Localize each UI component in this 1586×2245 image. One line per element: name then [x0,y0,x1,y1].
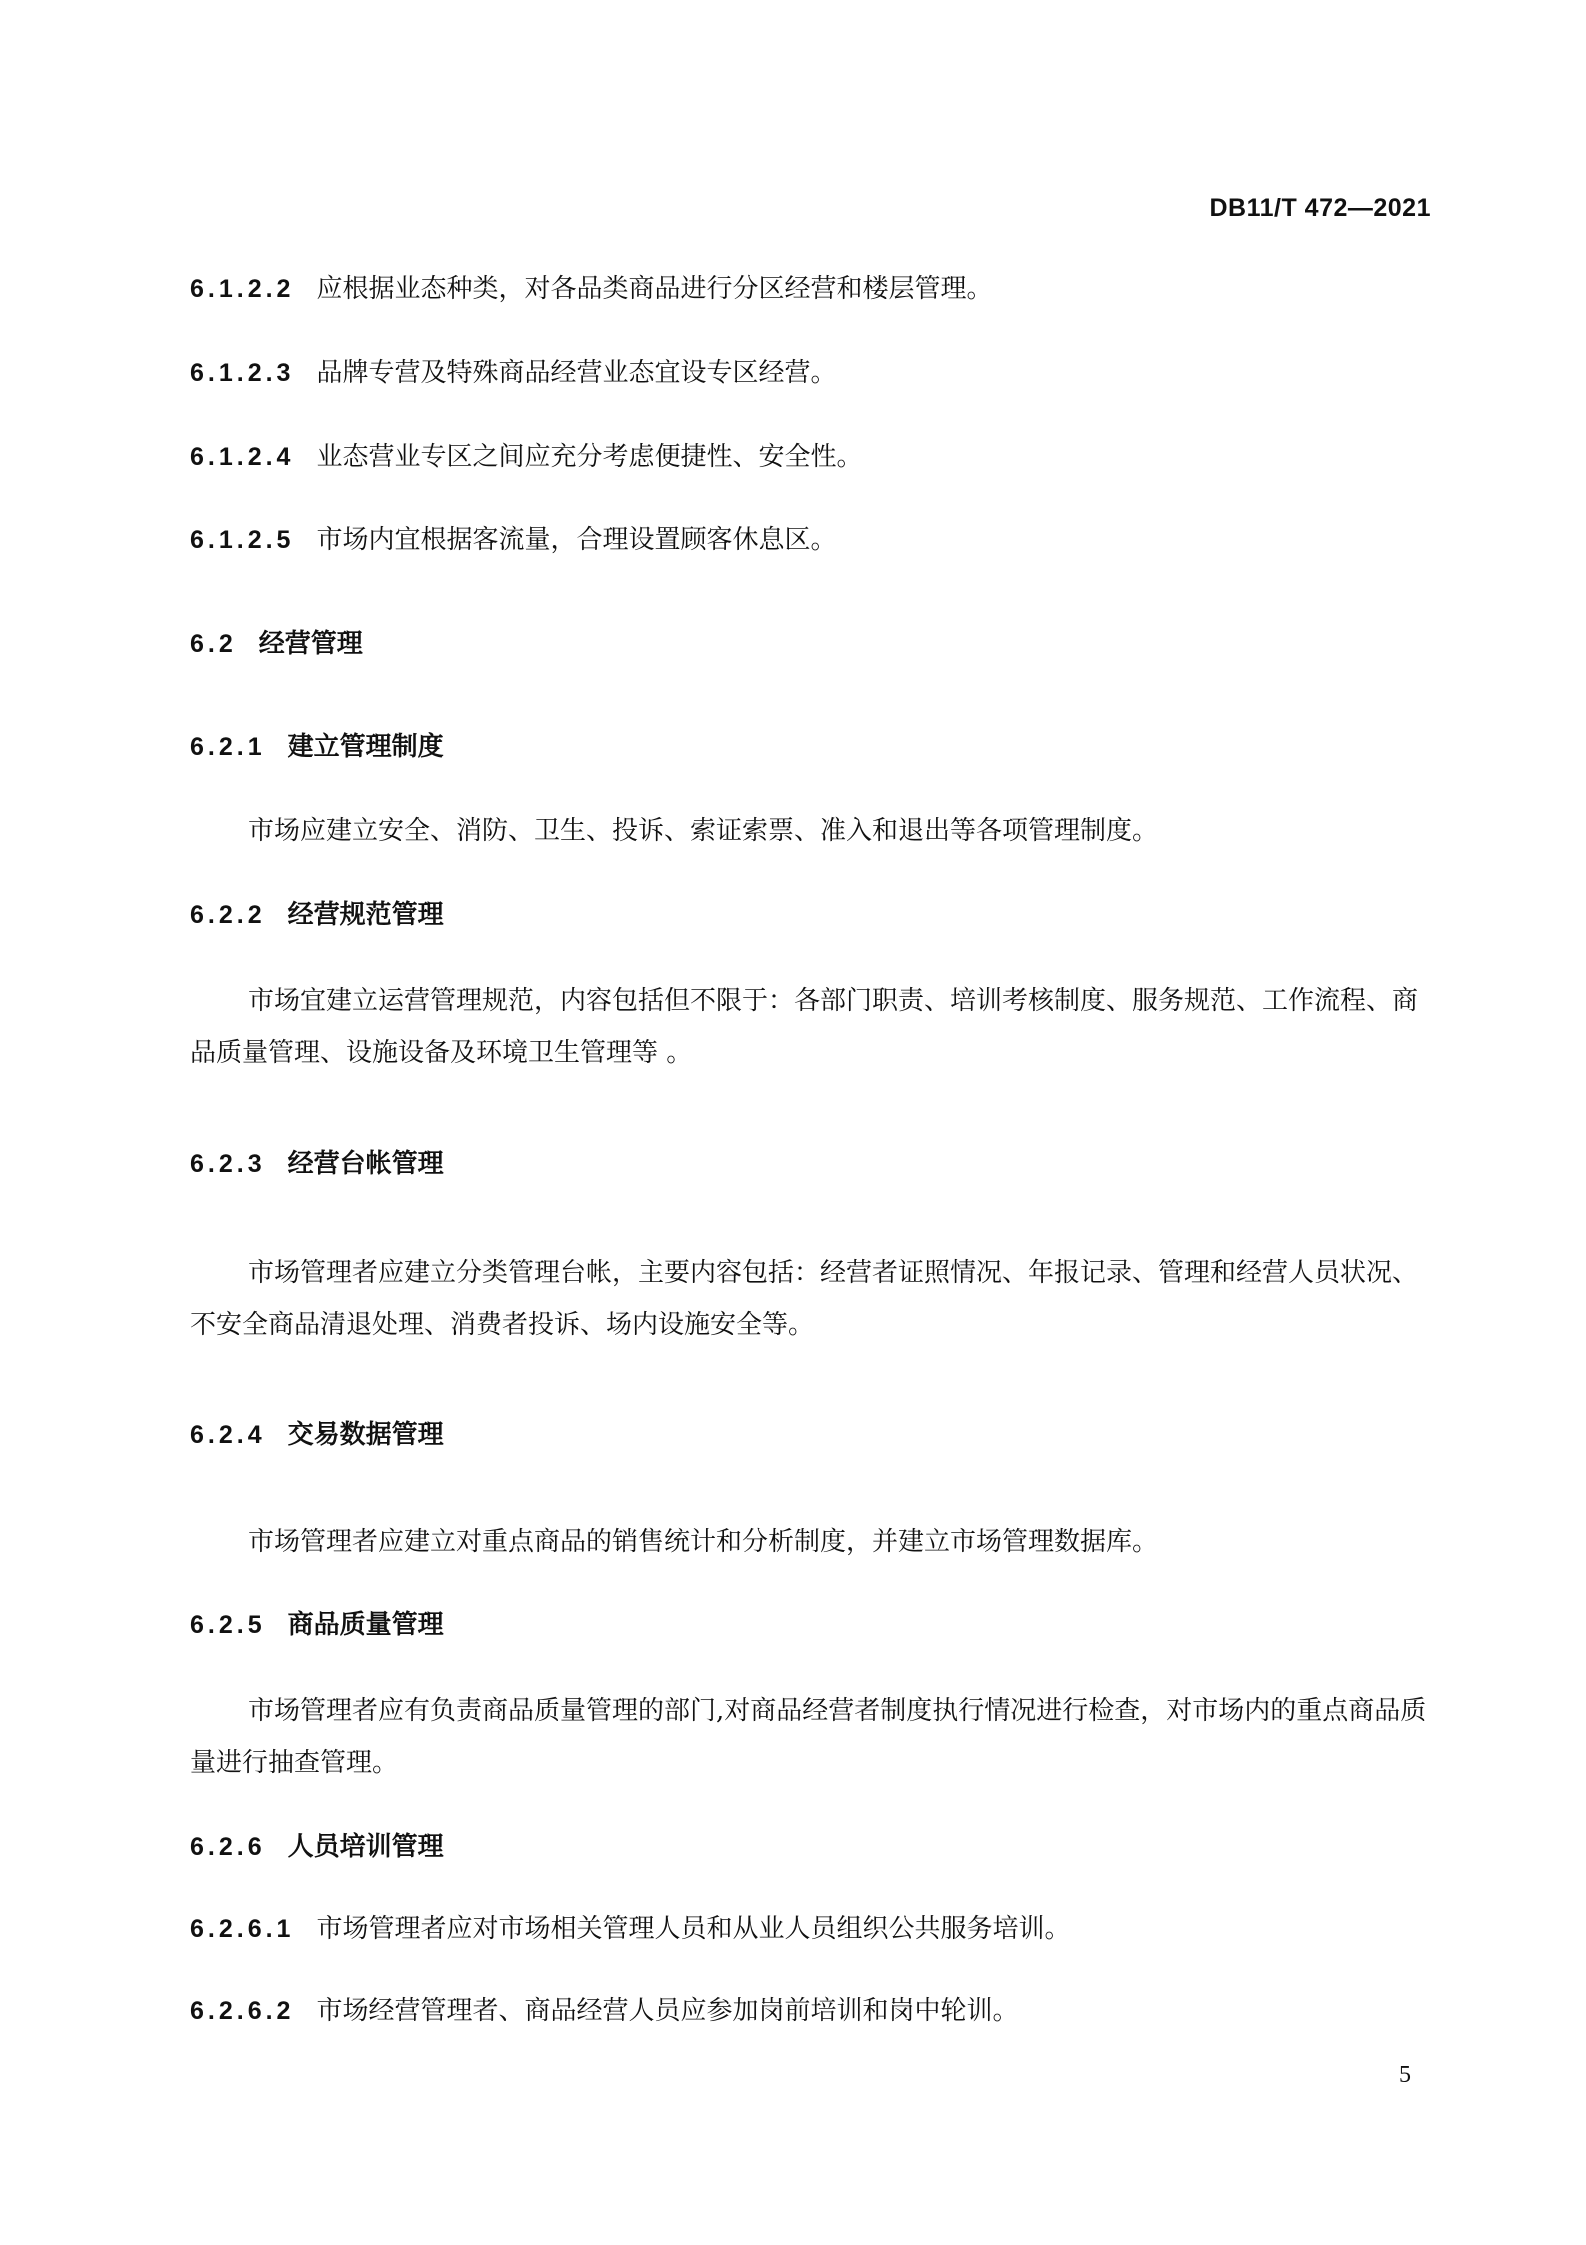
clause-number: 6.1.2.3 [190,359,295,387]
section-title: 建立管理制度 [287,732,444,762]
clause-6-2-6-2 [190,1994,1431,2028]
section-title: 交易数据管理 [287,1420,444,1450]
clause-number: 6.2.6.1 [190,1915,295,1943]
clause-6-2-6-1 [190,1912,1431,1946]
clause-number: 6.2.6.2 [190,1997,295,2025]
section-number: 6.2.5 [190,1611,266,1639]
section-title: 经营管理 [258,629,363,659]
clause-text: 品牌专营及特殊商品经营业态宜设专区经营。 [316,358,837,388]
section-6-2-5-heading [190,1608,1431,1642]
section-6-2-3-heading [190,1147,1431,1181]
clause-text: 业态营业专区之间应充分考虑便捷性、安全性。 [316,442,863,472]
section-6-2-2-text: 市场宜建立运营管理规范，内容包括但不限于：各部门职责、培训考核制度、服务规范、工作流程、商品质量管理、设施设备及环境卫生管理等 。 [190,986,1419,1068]
section-number: 6.2.4 [190,1421,266,1449]
clause-6-1-2-3 [190,356,1431,390]
document-code: DB11/T 472—2021 [1209,194,1431,222]
section-number: 6.2.1 [190,733,266,761]
clause-text: 市场经营管理者、商品经营人员应参加岗前培训和岗中轮训。 [316,1996,1019,2026]
section-6-2-4-text: 市场管理者应建立对重点商品的销售统计和分析制度，并建立市场管理数据库。 [248,1527,1159,1557]
section-6-2-1-text: 市场应建立安全、消防、卫生、投诉、索证索票、准入和退出等各项管理制度。 [248,816,1159,846]
section-6-2-3-text: 市场管理者应建立分类管理台帐，主要内容包括：经营者证照情况、年报记录、管理和经营人员状况、不安全商品清退处理、消费者投诉、场内设施安全等。 [190,1258,1419,1340]
section-6-2-4-heading [190,1418,1431,1452]
section-number: 6.2.3 [190,1150,266,1178]
section-6-2-6-heading [190,1830,1431,1864]
clause-6-1-2-5 [190,523,1431,557]
clause-text: 应根据业态种类，对各品类商品进行分区经营和楼层管理。 [316,274,993,304]
page-number: 5 [1399,2062,1411,2088]
clause-text: 市场内宜根据客流量，合理设置顾客休息区。 [316,525,837,555]
section-number: 6.2.2 [190,901,266,929]
section-title: 人员培训管理 [287,1832,444,1862]
section-title: 商品质量管理 [287,1610,444,1640]
section-title: 经营规范管理 [287,900,444,930]
section-number: 6.2 [190,630,237,658]
clause-number: 6.1.2.2 [190,275,295,303]
section-6-2-5-text: 市场管理者应有负责商品质量管理的部门,对商品经营者制度执行情况进行检查，对市场内的重点商品质量进行抽查管理。 [190,1696,1427,1778]
clause-number: 6.1.2.4 [190,443,295,471]
section-6-2-heading [190,627,1431,661]
section-title: 经营台帐管理 [287,1149,444,1179]
clause-number: 6.1.2.5 [190,526,295,554]
section-6-2-1-heading [190,730,1431,764]
section-number: 6.2.6 [190,1833,266,1861]
clause-6-1-2-2 [190,272,1431,306]
section-6-2-2-heading [190,898,1431,932]
clause-6-1-2-4 [190,440,1431,474]
clause-text: 市场管理者应对市场相关管理人员和从业人员组织公共服务培训。 [316,1914,1071,1944]
